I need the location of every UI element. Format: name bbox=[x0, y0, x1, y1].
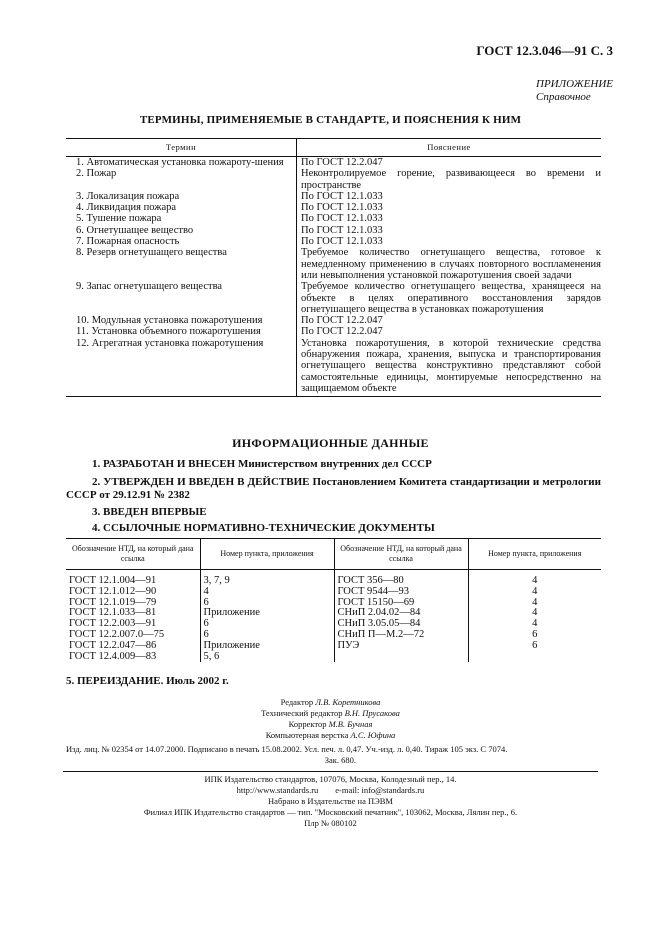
ref-item-left: 3, 7, 9 bbox=[200, 570, 334, 587]
explanation-cell: По ГОСТ 12.2.047 bbox=[301, 157, 383, 168]
footer-line-1: ИПК Издательство стандартов, 107076, Москва, Колодезный пер., 14. bbox=[204, 774, 457, 784]
explanation-cell: По ГОСТ 12.1.033 bbox=[301, 213, 383, 225]
ref-item-left: 6 bbox=[200, 630, 334, 641]
ref-item-left: 4 bbox=[200, 587, 334, 598]
ref-item-left: 6 bbox=[200, 619, 334, 630]
ref-doc-left: ГОСТ 12.4.009—83 bbox=[66, 652, 200, 663]
terms-row bbox=[66, 326, 601, 337]
explanation-cell: По ГОСТ 12.1.033 bbox=[301, 224, 383, 236]
info-item-4 bbox=[66, 522, 601, 535]
footer-email: e-mail: info@standards.ru bbox=[335, 785, 425, 795]
refs-table bbox=[66, 538, 601, 662]
explanation-cell: Требуемое количество огнетушащего вещества, готовое к немедленному применению в случаях повторного воспламенения или невыполнения установкой пожаротушения своей задачи bbox=[301, 247, 601, 281]
ref-doc-right bbox=[334, 652, 468, 663]
ref-item-right: 6 bbox=[532, 639, 538, 651]
page-header: ГОСТ 12.3.046—91 С. 3 bbox=[476, 43, 613, 58]
footer-website: http://www.standards.ru bbox=[236, 785, 319, 795]
ref-doc-left: ГОСТ 12.1.004—91 bbox=[66, 570, 200, 587]
term-cell: 7. Пожарная опасность bbox=[66, 236, 297, 247]
credit-layout-name: А.С. Юфина bbox=[350, 730, 396, 740]
refs-header-item-right: Номер пункта, приложения bbox=[468, 539, 601, 570]
appendix-title: ПРИЛОЖЕНИЕ bbox=[536, 78, 613, 90]
footer bbox=[0, 771, 661, 829]
term-cell: 6. Огнетушащее вещество bbox=[66, 225, 297, 236]
ref-doc-right: ГОСТ 9544—93 bbox=[334, 587, 468, 598]
terms-row bbox=[66, 247, 601, 281]
info-item-5: 5. ПЕРЕИЗДАНИЕ. Июль 2002 г. bbox=[66, 675, 229, 687]
ref-doc-right: ГОСТ 356—80 bbox=[334, 570, 468, 587]
term-cell: 11. Установка объемного пожаротушения bbox=[66, 326, 297, 337]
refs-row bbox=[66, 587, 601, 598]
term-cell: 2. Пожар bbox=[66, 168, 297, 191]
ref-item-right: 4 bbox=[532, 607, 538, 619]
terms-row bbox=[66, 225, 601, 236]
credits bbox=[0, 697, 661, 741]
info-item-3-text: 3. ВВЕДЕН ВПЕРВЫЕ bbox=[92, 506, 207, 518]
info-item-1-text: 1. РАЗРАБОТАН И ВНЕСЕН Министерством внутренних дел СССР bbox=[92, 458, 432, 470]
term-cell: 8. Резерв огнетушащего вещества bbox=[66, 247, 297, 281]
terms-row bbox=[66, 157, 601, 169]
ref-doc-left: ГОСТ 12.2.003—91 bbox=[66, 619, 200, 630]
info-title: ИНФОРМАЦИОННЫЕ ДАННЫЕ bbox=[232, 436, 429, 450]
ref-doc-left: ГОСТ 12.1.019—79 bbox=[66, 598, 200, 609]
publishing-line-2: Зак. 680. bbox=[324, 755, 356, 765]
terms-row bbox=[66, 236, 601, 247]
ref-item-left: Приложение bbox=[200, 608, 334, 619]
ref-item-right: 4 bbox=[532, 575, 538, 586]
info-item-1 bbox=[66, 458, 601, 471]
appendix-label bbox=[536, 78, 613, 104]
explanation-cell: По ГОСТ 12.2.047 bbox=[301, 315, 383, 327]
term-cell: 1. Автоматическая установка пожароту-шения bbox=[66, 157, 297, 169]
terms-header-term: Термин bbox=[66, 139, 297, 157]
terms-row bbox=[66, 213, 601, 224]
publishing-info bbox=[66, 744, 601, 766]
term-cell: 12. Агрегатная установка пожаротушения bbox=[66, 338, 297, 397]
explanation-cell: Установка пожаротушения, в которой технические средства обнаружения пожара, хранения, выпуска и транспортирования огнетушащего вещества конструктивно представляют собой самостоятельные единицы, монтируемые непосредственно на защищаемом объекте bbox=[297, 338, 602, 397]
terms-table bbox=[66, 138, 601, 397]
terms-body bbox=[66, 157, 601, 397]
refs-header-doc-left: Обозначение НТД, на который дана ссылка bbox=[66, 539, 200, 570]
terms-row bbox=[66, 315, 601, 326]
ref-item-left: 5, 6 bbox=[200, 652, 334, 663]
refs-body bbox=[66, 570, 601, 663]
refs-header-doc-right: Обозначение НТД, на который дана ссылка bbox=[334, 539, 468, 570]
term-cell: 3. Локализация пожара bbox=[66, 191, 297, 202]
term-cell: 4. Ликвидация пожара bbox=[66, 202, 297, 213]
credit-editor-label: Редактор bbox=[280, 697, 314, 707]
explanation-cell: Требуемое количество огнетушащего вещества, хранящееся на объекте в целях оперативного восстановления зарядов огнетушащего вещества в установках пожаротушения bbox=[301, 281, 601, 315]
info-item-4-text: 4. ССЫЛОЧНЫЕ НОРМАТИВНО-ТЕХНИЧЕСКИЕ ДОКУМЕНТЫ bbox=[92, 522, 435, 534]
ref-doc-right: ПУЭ bbox=[334, 641, 468, 652]
ref-item-right: 6 bbox=[532, 628, 538, 640]
term-cell: 9. Запас огнетушащего вещества bbox=[66, 281, 297, 315]
credit-proof-name: М.В. Бучная bbox=[328, 719, 373, 729]
ref-doc-left: ГОСТ 12.2.007.0—75 bbox=[66, 630, 200, 641]
info-item-2: 2. УТВЕРЖДЕН И ВВЕДЕН В ДЕЙСТВИЕ Постановлением Комитета стандартизации и метрологии СССР от 29.12.91 № 2382 bbox=[66, 476, 601, 501]
term-cell: 10. Модульная установка пожаротушения bbox=[66, 315, 297, 326]
terms-row bbox=[66, 281, 601, 315]
ref-item-right: 4 bbox=[532, 585, 538, 597]
credit-layout-label: Компьютерная верстка bbox=[265, 730, 349, 740]
explanation-cell: По ГОСТ 12.1.033 bbox=[301, 202, 383, 214]
explanation-cell: Неконтролируемое горение, развивающееся во времени и пространстве bbox=[301, 168, 601, 191]
terms-title: ТЕРМИНЫ, ПРИМЕНЯЕМЫЕ В СТАНДАРТЕ, И ПОЯСНЕНИЯ К НИМ bbox=[139, 114, 522, 126]
ref-item-left: Приложение bbox=[200, 641, 334, 652]
terms-row bbox=[66, 168, 601, 191]
info-item-3 bbox=[66, 506, 601, 519]
refs-row bbox=[66, 641, 601, 652]
ref-doc-right: СНиП П—М.2—72 bbox=[334, 630, 468, 641]
credit-editor-name: Л.В. Коретникова bbox=[315, 697, 381, 707]
ref-item-left: 6 bbox=[200, 598, 334, 609]
credit-layout bbox=[0, 730, 661, 741]
explanation-cell: По ГОСТ 12.1.033 bbox=[301, 236, 383, 248]
appendix-type: Справочное bbox=[536, 91, 591, 103]
footer-divider bbox=[63, 771, 598, 772]
credit-proof-label: Корректор bbox=[288, 719, 327, 729]
ref-doc-right: ГОСТ 15150—69 bbox=[334, 598, 468, 609]
ref-item-right: 4 bbox=[532, 618, 538, 630]
explanation-cell: По ГОСТ 12.1.033 bbox=[301, 190, 383, 202]
explanation-cell: По ГОСТ 12.2.047 bbox=[301, 326, 383, 338]
ref-item-right: 4 bbox=[532, 596, 538, 608]
credit-tech-label: Технический редактор bbox=[261, 708, 343, 718]
footer-line-2 bbox=[0, 785, 661, 796]
terms-header-expl: Пояснение bbox=[297, 139, 602, 157]
credit-tech-name: В.Н. Прусакова bbox=[344, 708, 400, 718]
ref-doc-left: ГОСТ 12.2.047—86 bbox=[66, 641, 200, 652]
ref-doc-left: ГОСТ 12.1.012—90 bbox=[66, 587, 200, 598]
footer-line-4: Филиал ИПК Издательство стандартов — тип. "Московский печатник", 103062, Москва, Лялин пер., 6. bbox=[143, 807, 518, 817]
ref-doc-right: СНиП 2.04.02—84 bbox=[334, 608, 468, 619]
ref-doc-right: СНиП 3.05.05—84 bbox=[334, 619, 468, 630]
footer-line-3: Набрано в Издательстве на ПЭВМ bbox=[268, 796, 393, 806]
ref-doc-left: ГОСТ 12.1.033—81 bbox=[66, 608, 200, 619]
credit-editor bbox=[0, 697, 661, 708]
term-cell: 5. Тушение пожара bbox=[66, 213, 297, 224]
credit-tech bbox=[0, 708, 661, 719]
ref-item-right bbox=[468, 652, 601, 663]
refs-row bbox=[66, 652, 601, 663]
credit-proof bbox=[0, 719, 661, 730]
refs-header-item-left: Номер пункта, приложения bbox=[200, 539, 334, 570]
terms-row bbox=[66, 191, 601, 202]
publishing-line-1: Изд. лиц. № 02354 от 14.07.2000. Подписано в печать 15.08.2002. Усл. печ. л. 0,47. Уч.-изд. л. 0,40. Тираж 105 экз. С 7074. bbox=[66, 744, 508, 754]
refs-row bbox=[66, 570, 601, 587]
terms-row bbox=[66, 338, 601, 397]
footer-line-5: Плр № 080102 bbox=[304, 818, 357, 828]
terms-row bbox=[66, 202, 601, 213]
